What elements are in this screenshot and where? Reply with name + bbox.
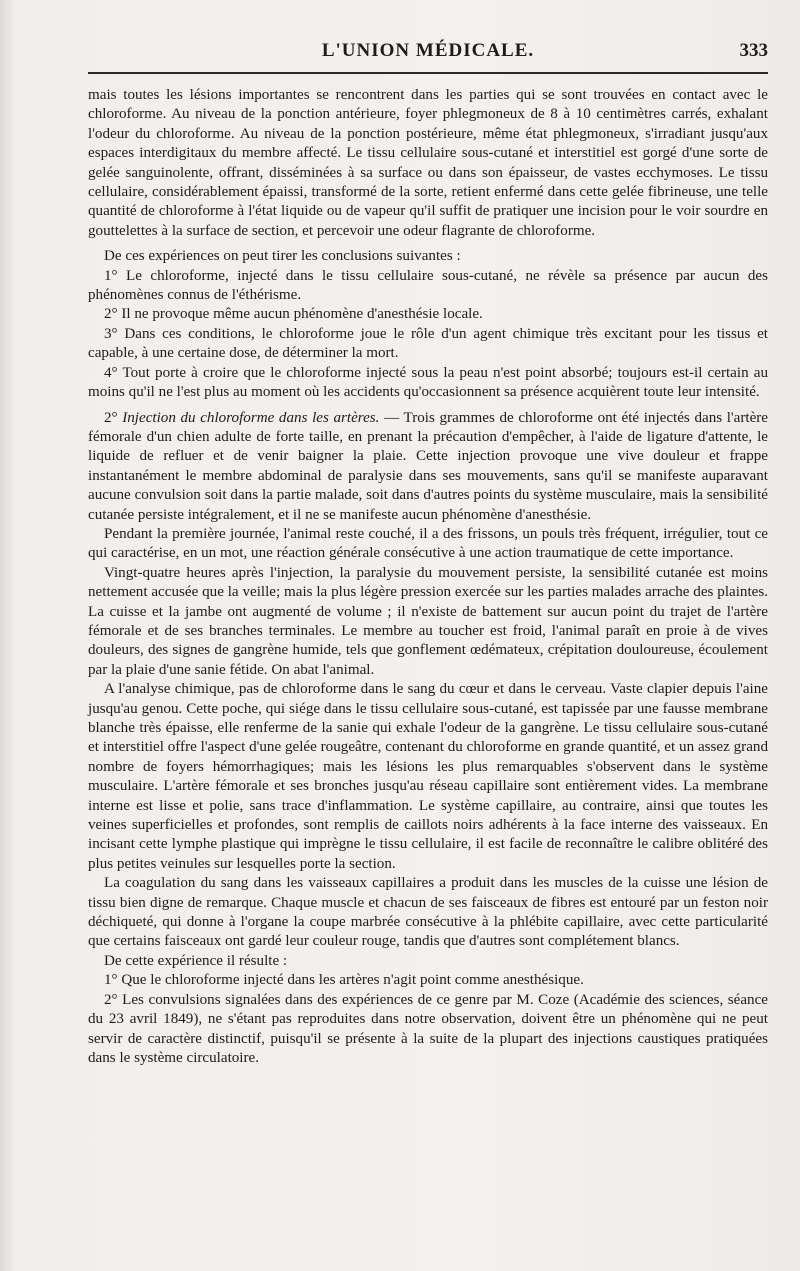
paragraph-continuation: mais toutes les lésions importantes se rencontrent dans les parties qui se sont trouvées en contact avec le chloroforme. Au niveau de la ponction antérieure, foyer phlegmoneux de 8 à 10 centimètres carrés, exhalant l'odeur du chloroforme. Au niveau de la ponction postérieure, même état phlegmoneux, s'irradiant jusqu'aux espaces interdigitaux du membre affecté. Le tissu cellulaire sous-cutané et interstitiel est gorgé d'une sorte de gelée sanguinolente, offrant, disséminées à sa surface ou dans son épaisseur, de vastes ecchymoses. Le tissu cellulaire, considérablement épaissi, transformé de la sorte, retient enfermé dans cette gelée fibrineuse, une telle quantité de chloroforme à l'état liquide ou de vapeur qu'il suffit de pratiquer une incision pour le voir sourdre en gouttelettes à la surface de section, et percevoir une odeur flagrante de chloroforme. (88, 87, 768, 239)
section-number: 2° (104, 409, 118, 426)
paragraph-24-hours: Vingt-quatre heures après l'injection, la paralysie du mouvement persiste, la sensibilité cutanée est moins nettement accusée que la veille; mais la plus légère pression exercée sur les parties malades arrache des plaintes. La cuisse et la jambe ont augmenté de volume ; il n'existe de battement sur aucun point du trajet de l'artère fémorale et de ses branches terminales. Le membre au toucher est froid, l'animal paraît en proie à de vives douleurs, des signes de gangrène humide, tels que gonflement œdémateux, crépitation douloureuse, écoulement par la plaie d'une sanie fétide. On abat l'animal. (88, 564, 768, 678)
paragraph-conclusion-2: 2° Il ne provoque même aucun phénomène d'anesthésie locale. (104, 306, 483, 323)
paragraph-section-2 (88, 409, 768, 525)
article-body (88, 86, 768, 1068)
journal-title: L'UNION MÉDICALE. (321, 40, 535, 61)
paragraph-result-2: 2° Les convulsions signalées dans des expériences de ce genre par M. Coze (Académie des sciences, séance du 23 avril 1849), ne s'étant pas reproduites dans notre observation, doivent être un phénomène qui ne peut servir de caractère distinctif, puisqu'il se présente à la suite de la plupart des injections caustiques pratiquées dans le système circulatoire. (88, 991, 768, 1066)
paragraph-conclusion-4: 4° Tout porte à croire que le chloroforme injecté sous la peau n'est point absorbé; toujours est-il certain au moins qu'il ne l'est plus au moment où les accidents qu'occasionnent sa présence acquièrent toute leur intensité. (88, 364, 768, 401)
paragraph-conclusions-intro: De ces expériences on peut tirer les conclusions suivantes : (104, 248, 461, 265)
paragraph-conclusion-3: 3° Dans ces conditions, le chloroforme joue le rôle d'un agent chimique très excitant pour les tissus et capable, à une certaine dose, de déterminer la mort. (88, 325, 768, 362)
paragraph-first-day: Pendant la première journée, l'animal reste couché, il a des frissons, un pouls très fréquent, irrégulier, tout ce qui caractérise, en un mot, une réaction générale consécutive à une action traumatique de cette importance. (88, 525, 768, 562)
paragraph-results-intro: De cette expérience il résulte : (104, 952, 288, 969)
paragraph-coagulation: La coagulation du sang dans les vaisseaux capillaires a produit dans les muscles de la cuisse une lésion de tissu bien digne de remarque. Chaque muscle et chacun de ses faisceaux de fibres est entouré par un feston noir déchiqueté, qui donne à l'organe la coupe marbrée consécutive à la phlébite capillaire, avec cette particularité que certains faisceaux ont gardé leur couleur rouge, tandis que d'autres sont complétement blancs. (88, 875, 768, 950)
paragraph-conclusion-1: 1° Le chloroforme, injecté dans le tissu cellulaire sous-cutané, ne révèle sa présence par aucun des phénomènes connus de l'éthérisme. (88, 267, 768, 304)
section-title: Injection du chloroforme dans les artères. (122, 409, 380, 426)
section-text: — Trois grammes de chloroforme ont été injectés dans l'artère fémorale d'un chien adulte de forte taille, en prenant la précaution d'empêcher, à l'aide de ligature d'attente, le liquide de refluer et de venir baigner la plaie. Cette injection provoque une vive douleur et frappe instantanément le membre abdominal de paralysie dans ses mouvements, sans qu'il se manifeste auparavant aucune convulsion soit dans la partie malade, soit dans d'autres points du système musculaire, mais la sensibilité cutanée persiste intégralement, et il ne se manifeste aucun phénomène d'anesthésie. (88, 409, 768, 523)
paragraph-analysis: A l'analyse chimique, pas de chloroforme dans le sang du cœur et dans le cerveau. Vaste clapier depuis l'aine jusqu'au genou. Cette poche, qui siége dans le tissu cellulaire sous-cutané, est tapissée par une fausse membrane blanche très épaisse, elle renferme de la sanie qui exhale l'odeur de la gangrène. Le tissu cellulaire sous-cutané et interstitiel offre l'aspect d'une gelée rougeâtre, contenant du chloroforme en grande quantité, et un assez grand nombre de foyers hémorrhagiques; mais les lésions les plus remarquables s'observent dans le système musculaire. L'artère fémorale et ses bronches jusqu'au réseau capillaire sont entièrement vides. La membrane interne est lisse et polie, sans trace d'inflammation. Le système capillaire, au contraire, ainsi que toutes les veines superficielles et profondes, sont remplis de caillots noirs adhérents à la face interne des vaisseaux. En incisant cette lymphe plastique qui imprègne le tissu cellulaire, il est facile de reconnaître le calibre oblitéré des plus petites veinules sur lesquelles porte la section. (88, 681, 768, 872)
paragraph-result-1: 1° Que le chloroforme injecté dans les artères n'agit point comme anesthésique. (104, 972, 584, 989)
running-header (88, 40, 768, 70)
page-number: 333 (739, 40, 768, 61)
header-rule (88, 72, 768, 74)
